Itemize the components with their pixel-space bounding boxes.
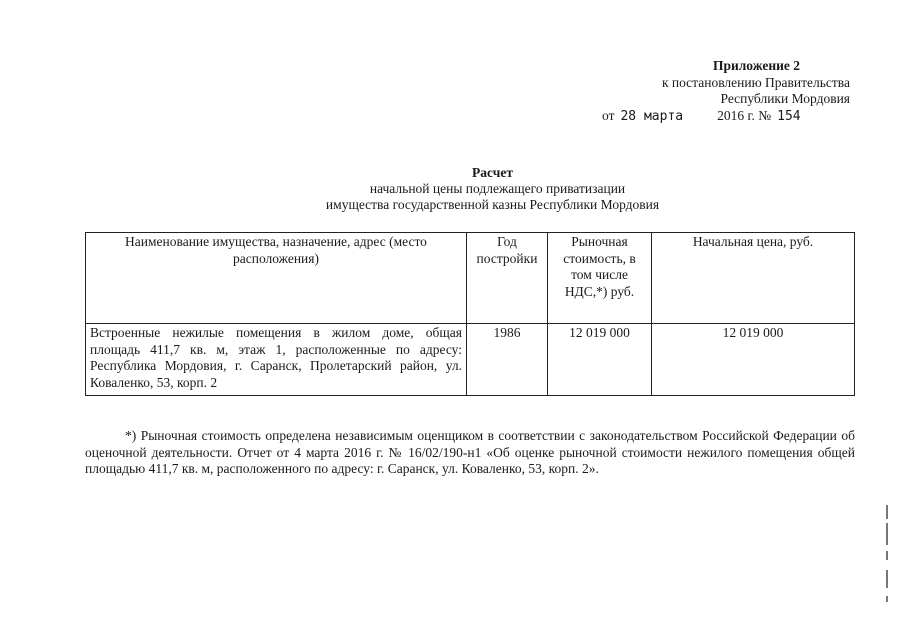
decree-number: 154 bbox=[777, 108, 801, 124]
heading-line-1: начальной цены подлежащего приватизации bbox=[369, 181, 626, 196]
date-day-month: 28 марта bbox=[620, 108, 684, 124]
header-build-year: Год постройки bbox=[467, 233, 548, 324]
price-calculation-table bbox=[85, 232, 855, 396]
appendix-line-decree: к постановлению Правительства bbox=[661, 74, 850, 90]
appendix-title: Приложение 2 bbox=[712, 58, 800, 73]
cell-property-name: Встроенные нежилые помещения в жилом доме, общая площадь 411,7 кв. м, этаж 1, расположенные по адресу: Республика Мордовия, г. Саранск, Пролетарский район, ул. Коваленко, 53, корп. 2 bbox=[86, 324, 467, 396]
header-start-price: Начальная цена, руб. bbox=[652, 233, 855, 324]
table-header-row bbox=[86, 233, 855, 324]
date-prefix: от bbox=[602, 107, 615, 123]
heading-title: Расчет bbox=[472, 165, 513, 180]
document-heading bbox=[0, 165, 905, 213]
appendix-date-line bbox=[590, 108, 850, 126]
appendix-block bbox=[590, 58, 850, 125]
header-market-value: Рыночная стоимость, в том числе НДС,*) руб. bbox=[548, 233, 652, 324]
appendix-line-republic: Республики Мордовия bbox=[720, 91, 850, 106]
table-row bbox=[86, 324, 855, 396]
header-property-name: Наименование имущества, назначение, адрес (место расположения) bbox=[86, 233, 467, 324]
cell-start-price: 12 019 000 bbox=[652, 324, 855, 396]
date-year: 2016 г. № bbox=[717, 107, 772, 123]
cell-build-year: 1986 bbox=[467, 324, 548, 396]
cell-market-value: 12 019 000 bbox=[548, 324, 652, 396]
heading-line-2: имущества государственной казны Республики Мордовия bbox=[325, 197, 660, 212]
scan-edge-marks bbox=[884, 505, 890, 615]
footnote: *) Рыночная стоимость определена независимым оценщиком в соответствии с законодательством Российской Федерации об оценочной деятельности. Отчет от 4 марта 2016 г. № 16/02/190-н1 «Об оценке рыночной стоимости нежилого помещения общей площадью 411,7 кв. м, расположенного по адресу: г. Саранск, ул. Коваленко, 53, корп. 2». bbox=[85, 428, 855, 476]
